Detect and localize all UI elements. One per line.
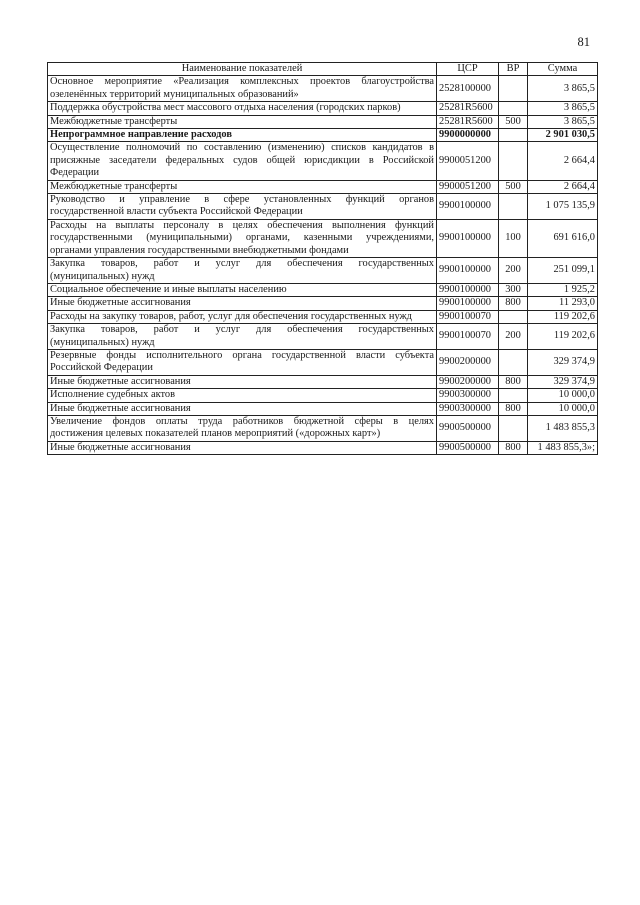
page-number: 81 — [577, 35, 590, 49]
row-name-line: Резервные фонды исполнительного органа государственной власти субъекта — [50, 349, 434, 361]
row-csr-cell: 9900200000 — [437, 349, 499, 375]
row-csr-cell: 9900100000 — [437, 258, 499, 284]
row-name-line: Увеличение фондов оплаты труда работников бюджетной сферы в целях — [50, 415, 434, 427]
row-name-line: озеленённых территорий муниципальных образований» — [50, 88, 299, 100]
row-name-line: Федерации — [50, 167, 100, 179]
row-sum-cell: 10 000,0 — [528, 389, 598, 402]
table-row — [48, 219, 598, 257]
row-csr-cell: 9900100070 — [437, 310, 499, 323]
row-csr-cell: 9900100000 — [437, 194, 499, 220]
row-name-line: Расходы на закупку товаров, работ, услуг для обеспечения государственных нужд — [50, 310, 412, 322]
row-csr-cell: 9900000000 — [437, 129, 499, 142]
row-csr-cell: 9900500000 — [437, 441, 499, 454]
row-name-line: Межбюджетные трансферты — [50, 180, 178, 192]
table-body — [48, 76, 598, 455]
table-row — [48, 441, 598, 454]
row-sum-cell: 1 483 855,3 — [528, 415, 598, 441]
header-vr: ВР — [499, 63, 528, 76]
row-name-cell — [48, 194, 437, 220]
row-csr-cell: 9900500000 — [437, 415, 499, 441]
row-name-line: государственной власти субъекта Российской Федерации — [50, 206, 303, 218]
row-sum-cell: 691 616,0 — [528, 219, 598, 257]
row-csr-cell: 9900100070 — [437, 324, 499, 350]
table-row — [48, 102, 598, 115]
row-vr-cell — [499, 142, 528, 180]
row-name-line: Социальное обеспечение и иные выплаты населению — [50, 283, 287, 295]
table-row — [48, 258, 598, 284]
row-vr-cell — [499, 389, 528, 402]
row-vr-cell: 300 — [499, 283, 528, 296]
row-name-cell — [48, 441, 437, 454]
table-row — [48, 310, 598, 323]
table-row — [48, 283, 598, 296]
row-name-line: Основное мероприятие «Реализация комплексных проектов благоустройства — [50, 76, 434, 88]
row-name-line: (муниципальных) нужд — [50, 336, 155, 348]
row-vr-cell: 200 — [499, 258, 528, 284]
row-name-cell — [48, 402, 437, 415]
row-sum-cell: 2 901 030,5 — [528, 129, 598, 142]
header-name: Наименование показателей — [48, 63, 437, 76]
row-vr-cell: 200 — [499, 324, 528, 350]
row-name-line: (муниципальных) нужд — [50, 270, 155, 282]
row-name-line: Исполнение судебных актов — [50, 389, 175, 401]
row-name-line: Российской Федерации — [50, 362, 153, 374]
row-sum-cell: 3 865,5 — [528, 76, 598, 102]
row-name-line: Поддержка обустройства мест массового отдыха населения (городских парков) — [50, 102, 401, 114]
row-name-cell — [48, 258, 437, 284]
row-name-line: Закупка товаров, работ и услуг для обеспечения государственных — [50, 258, 434, 270]
row-name-line: Иные бюджетные ассигнования — [50, 441, 191, 453]
budget-table — [47, 62, 598, 455]
row-name-line: Руководство и управление в сфере установленных функций органов — [50, 194, 434, 206]
row-name-line: Осуществление полномочий по составлению (изменению) списков кандидатов в — [50, 142, 434, 154]
row-csr-cell: 2528100000 — [437, 76, 499, 102]
row-sum-cell: 10 000,0 — [528, 402, 598, 415]
row-name-line: Закупка товаров, работ и услуг для обеспечения государственных — [50, 324, 434, 336]
row-name-cell — [48, 115, 437, 128]
row-name-line: Иные бюджетные ассигнования — [50, 402, 191, 414]
row-name-cell — [48, 102, 437, 115]
row-name-cell — [48, 129, 437, 142]
row-sum-cell: 119 202,6 — [528, 324, 598, 350]
row-name-cell — [48, 142, 437, 180]
row-csr-cell: 9900100000 — [437, 297, 499, 310]
row-name-line: Иные бюджетные ассигнования — [50, 297, 191, 309]
table-row — [48, 194, 598, 220]
row-name-line: Межбюджетные трансферты — [50, 115, 178, 127]
row-name-cell — [48, 76, 437, 102]
row-sum-cell: 11 293,0 — [528, 297, 598, 310]
table-row — [48, 297, 598, 310]
row-vr-cell — [499, 310, 528, 323]
table-row — [48, 389, 598, 402]
row-csr-cell: 25281R5600 — [437, 102, 499, 115]
row-vr-cell — [499, 102, 528, 115]
row-vr-cell — [499, 349, 528, 375]
table-row — [48, 415, 598, 441]
row-vr-cell: 800 — [499, 375, 528, 388]
row-name-cell — [48, 283, 437, 296]
table-row — [48, 142, 598, 180]
row-csr-cell: 25281R5600 — [437, 115, 499, 128]
row-csr-cell: 9900051200 — [437, 142, 499, 180]
row-sum-cell: 2 664,4 — [528, 142, 598, 180]
row-name-cell — [48, 297, 437, 310]
row-vr-cell: 800 — [499, 297, 528, 310]
row-name-line: государственными (муниципальными) органами, казенными учреждениями, — [50, 232, 434, 244]
row-vr-cell — [499, 194, 528, 220]
row-name-line: Расходы на выплаты персоналу в целях обеспечения выполнения функций — [50, 219, 434, 231]
row-csr-cell: 9900100000 — [437, 219, 499, 257]
row-name-cell — [48, 389, 437, 402]
row-name-line: органами управления государственными внебюджетными фондами — [50, 244, 349, 256]
row-name-cell — [48, 310, 437, 323]
row-vr-cell — [499, 76, 528, 102]
row-sum-cell: 329 374,9 — [528, 349, 598, 375]
row-csr-cell: 9900300000 — [437, 389, 499, 402]
row-vr-cell: 500 — [499, 115, 528, 128]
table-row — [48, 115, 598, 128]
row-csr-cell: 9900051200 — [437, 180, 499, 193]
row-vr-cell — [499, 129, 528, 142]
row-sum-cell: 3 865,5 — [528, 102, 598, 115]
table-row — [48, 402, 598, 415]
table-row — [48, 76, 598, 102]
row-sum-cell: 1 075 135,9 — [528, 194, 598, 220]
row-name-line: достижения целевых показателей планов мероприятий («дорожных карт») — [50, 428, 381, 440]
row-name-cell — [48, 180, 437, 193]
row-csr-cell: 9900100000 — [437, 283, 499, 296]
row-sum-cell: 1 925,2 — [528, 283, 598, 296]
row-sum-cell: 1 483 855,3»; — [528, 441, 598, 454]
table-row — [48, 129, 598, 142]
row-name-line: Непрограммное направление расходов — [50, 129, 232, 141]
row-vr-cell: 500 — [499, 180, 528, 193]
row-sum-cell: 3 865,5 — [528, 115, 598, 128]
header-row — [48, 63, 598, 76]
row-name-line: присяжные заседатели федеральных судов общей юрисдикции в Российской — [50, 154, 434, 166]
row-csr-cell: 9900200000 — [437, 375, 499, 388]
row-name-cell — [48, 375, 437, 388]
row-csr-cell: 9900300000 — [437, 402, 499, 415]
table-row — [48, 180, 598, 193]
table-row — [48, 375, 598, 388]
row-name-cell — [48, 349, 437, 375]
row-sum-cell: 251 099,1 — [528, 258, 598, 284]
table-row — [48, 324, 598, 350]
row-name-cell — [48, 219, 437, 257]
row-vr-cell: 800 — [499, 402, 528, 415]
row-name-cell — [48, 415, 437, 441]
row-vr-cell — [499, 415, 528, 441]
header-sum: Сумма — [528, 63, 598, 76]
row-name-line: Иные бюджетные ассигнования — [50, 375, 191, 387]
row-sum-cell: 329 374,9 — [528, 375, 598, 388]
row-sum-cell: 2 664,4 — [528, 180, 598, 193]
table-row — [48, 349, 598, 375]
header-csr: ЦСР — [437, 63, 499, 76]
row-vr-cell: 800 — [499, 441, 528, 454]
row-vr-cell: 100 — [499, 219, 528, 257]
row-sum-cell: 119 202,6 — [528, 310, 598, 323]
row-name-cell — [48, 324, 437, 350]
table-header — [48, 63, 598, 76]
